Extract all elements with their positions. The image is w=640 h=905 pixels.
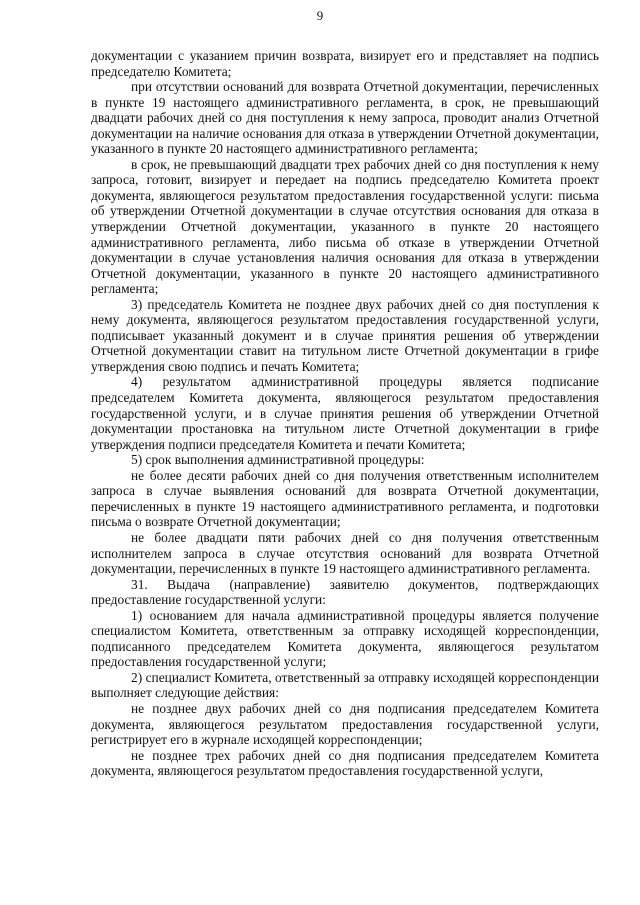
- paragraph-term-ten-days: не более десяти рабочих дней со дня получения ответственным исполнителем запроса в случае выявления оснований для возврата Отчетной документации, перечисленных в пункте 19 настоящего административного регламента, и подготовки письма о возврате Отчетной документации;: [91, 467, 599, 530]
- paragraph-section-31-item-2: 2) специалист Комитета, ответственный за отправку исходящей корреспонденции выполняет следующие действия:: [91, 669, 599, 701]
- paragraph-item-4: 4) результатом административной процедуры является подписание председателем Комитета документа, являющегося результатом предоставления государственной услуги, и в случае принятия решения об утверждении Отчетной документации простановка на титульном листе Отчетной документации в грифе утверждения подписи председателя Комитета и печати Комитета;: [91, 374, 599, 452]
- paragraph-section-31: 31. Выдача (направление) заявителю документов, подтверждающих предоставление государственной услуги:: [91, 576, 599, 608]
- paragraph-section-31-item-1: 1) основанием для начала административной процедуры является получение специалистом Комитета, ответственным за отправку исходящей корреспонденции, подписанного председателем Комитета документа, являющегося результатом предоставления государственной услуги;: [91, 607, 599, 670]
- paragraph-item-3: 3) председатель Комитета не позднее двух рабочих дней со дня поступления к нему документа, являющегося результатом предоставления государственной услуги, подписывает указанный документ и в случае принятия решения об утверждении Отчетной документации ставит на титульном листе Отчетной документации в грифе утверждения свою подпись и печать Комитета;: [91, 296, 599, 374]
- paragraph-registration: не позднее двух рабочих дней со дня подписания председателем Комитета документа, являющегося результатом предоставления государственной услуги, регистрирует его в журнале исходящей корреспонденции;: [91, 700, 599, 748]
- paragraph-draft-preparation: в срок, не превышающий двадцати трех рабочих дней со дня поступления к нему запроса, готовит, визирует и передает на подпись председателю Комитета проект документа, являющегося результатом предоставления государственной услуги: письма об утверждении Отчетной документации в случае отсутствия основания для отказа в утверждении Отчетной документации, указанного в пункте 20 настоящего административного регламента, либо письма об отказе в утверждении Отчетной документации в случае установления наличия основания для отказа в утверждении Отчетной документации, указанного в пункте 20 настоящего административного регламента;: [91, 156, 599, 297]
- paragraph-dispatch: не позднее трех рабочих дней со дня подписания председателем Комитета документа, являющегося результатом предоставления государственной услуги,: [91, 747, 599, 779]
- paragraph-continuation: документации с указанием причин возврата, визирует его и представляет на подпись председателю Комитета;: [91, 48, 599, 79]
- document-body: [91, 48, 599, 779]
- paragraph-item-5: 5) срок выполнения административной процедуры:: [131, 452, 425, 468]
- page-number: 9: [316, 8, 324, 23]
- paragraph-analysis: при отсутствии оснований для возврата Отчетной документации, перечисленных в пункте 19 настоящего административного регламента, в срок, не превышающий двадцати рабочих дней со дня поступления к нему запроса, проводит анализ Отчетной документации на наличие основания для отказа в утверждении Отчетной документации, указанного в пункте 20 настоящего административного регламента;: [91, 79, 599, 157]
- paragraph-term-twenty-five-days: не более двадцати пяти рабочих дней со дня получения ответственным исполнителем запроса в случае отсутствия оснований для возврата Отчетной документации, перечисленных в пункте 19 настоящего административного регламента.: [91, 529, 599, 577]
